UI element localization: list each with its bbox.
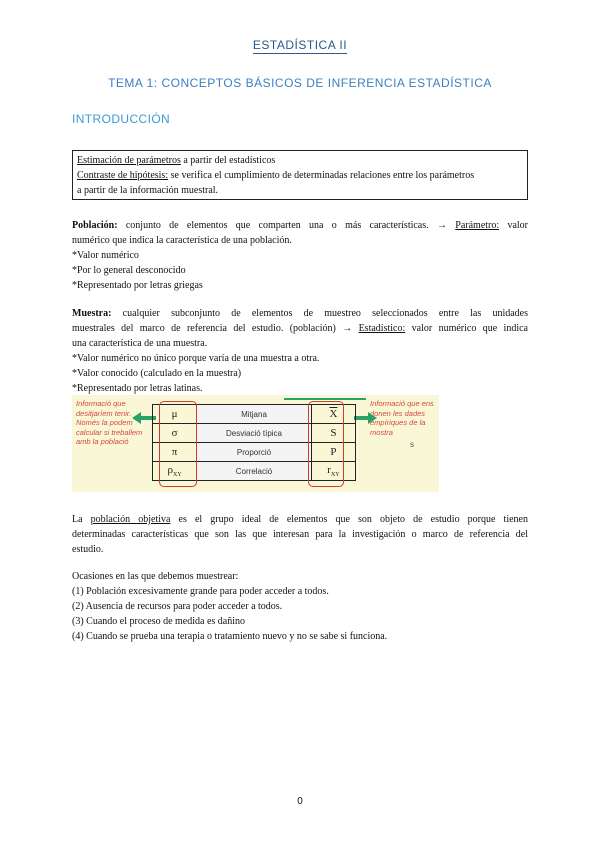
document-title: ESTADÍSTICA II: [252, 38, 348, 52]
stat-symbol: P: [311, 443, 355, 462]
list-intro: Ocasiones en las que debemos muestrear:: [72, 571, 239, 582]
intro-line-1: Estimación de parámetros a partir del estadísticos: [77, 155, 276, 166]
page-number: 0: [297, 796, 303, 807]
bullet: *Valor numérico no único porque varía de una muestra a otra.: [72, 353, 320, 364]
parameter-statistic-figure: [72, 395, 439, 492]
parameter-highlight: [159, 401, 197, 487]
stat-symbol: $\overline{X}$: [311, 405, 355, 424]
bullet: *Representado por letras latinas.: [72, 383, 203, 394]
measure-label: Proporció: [197, 443, 312, 462]
measure-label: Mitjana: [197, 405, 312, 424]
note-sample-info: Informació que ens donen les dades empíriques de la mostra: [370, 399, 434, 437]
list-item: (3) Cuando el proceso de medida es dañino: [72, 616, 246, 627]
bullet: *Representado por letras griegas: [72, 280, 203, 291]
intro-line-2: Contraste de hipótesis: se verifica el cumplimiento de determinadas relaciones entre los parámetros: [77, 170, 475, 181]
intro-line-3: a partir de la información muestral.: [77, 185, 219, 196]
right-arrow-icon: [368, 412, 377, 424]
bullet: *Valor numérico: [72, 250, 139, 261]
ocasiones-list: [72, 569, 528, 644]
param-symbol: $\rho_{XY}$: [153, 462, 197, 481]
section-heading-introduccion: INTRODUCCIÓN: [72, 112, 171, 126]
statistic-highlight: [308, 401, 344, 487]
stat-symbol: S: [311, 424, 355, 443]
bullet: *Por lo general desconocido: [72, 265, 186, 276]
measure-label: Correlació: [197, 462, 312, 481]
poblacion-paragraph: Población: conjunto de elementos que comparten una o más características. → Parámetro: valor numérico que indica la característica de una población. *Valor numérico *Por lo general desconocido *Representado por letras griegas: [72, 220, 528, 291]
stat-symbol: $r_{XY}$: [311, 462, 355, 481]
param-symbol: π: [153, 443, 197, 462]
measure-label: Desviació típica: [197, 424, 312, 443]
note-population-info: Informació que desitjaríem tenir. Només la podem calcular si treballem amb la població: [76, 399, 143, 446]
left-arrow-icon: [132, 412, 141, 424]
muestra-paragraph: Muestra: cualquier subconjunto de elementos de muestreo seleccionados entre las unidades muestrales del marco de referencia del estudio. (población) → Estadístico: valor numérico que indica una característica de una muestra. *Valor numérico no único porque varía de una muestra a otra. *Valor conocido (calculado en la muestra) *Representado por letras latinas.: [72, 308, 528, 394]
bullet: *Valor conocido (calculado en la muestra): [72, 368, 242, 379]
list-item: (2) Ausencia de recursos para poder acceder a todos.: [72, 601, 283, 612]
green-top-line: [284, 398, 366, 400]
topic-subtitle: TEMA 1: CONCEPTOS BÁSICOS DE INFERENCIA ESTADÍSTICA: [108, 76, 492, 90]
param-symbol: σ: [153, 424, 197, 443]
param-symbol: μ: [153, 405, 197, 424]
list-item: (1) Población excesivamente grande para poder acceder a todos.: [72, 586, 329, 597]
intro-summary-box: [72, 150, 528, 200]
stray-mark: s: [410, 440, 414, 449]
list-item: (4) Cuando se prueba una terapia o tratamiento nuevo y no se sabe si funciona.: [72, 631, 388, 642]
poblacion-objetiva-paragraph: La población objetiva es el grupo ideal de elementos que son objeto de estudio porque tienen determinadas características que son las que interesan para la investigación o marco de referencia del estudio.: [72, 514, 528, 555]
